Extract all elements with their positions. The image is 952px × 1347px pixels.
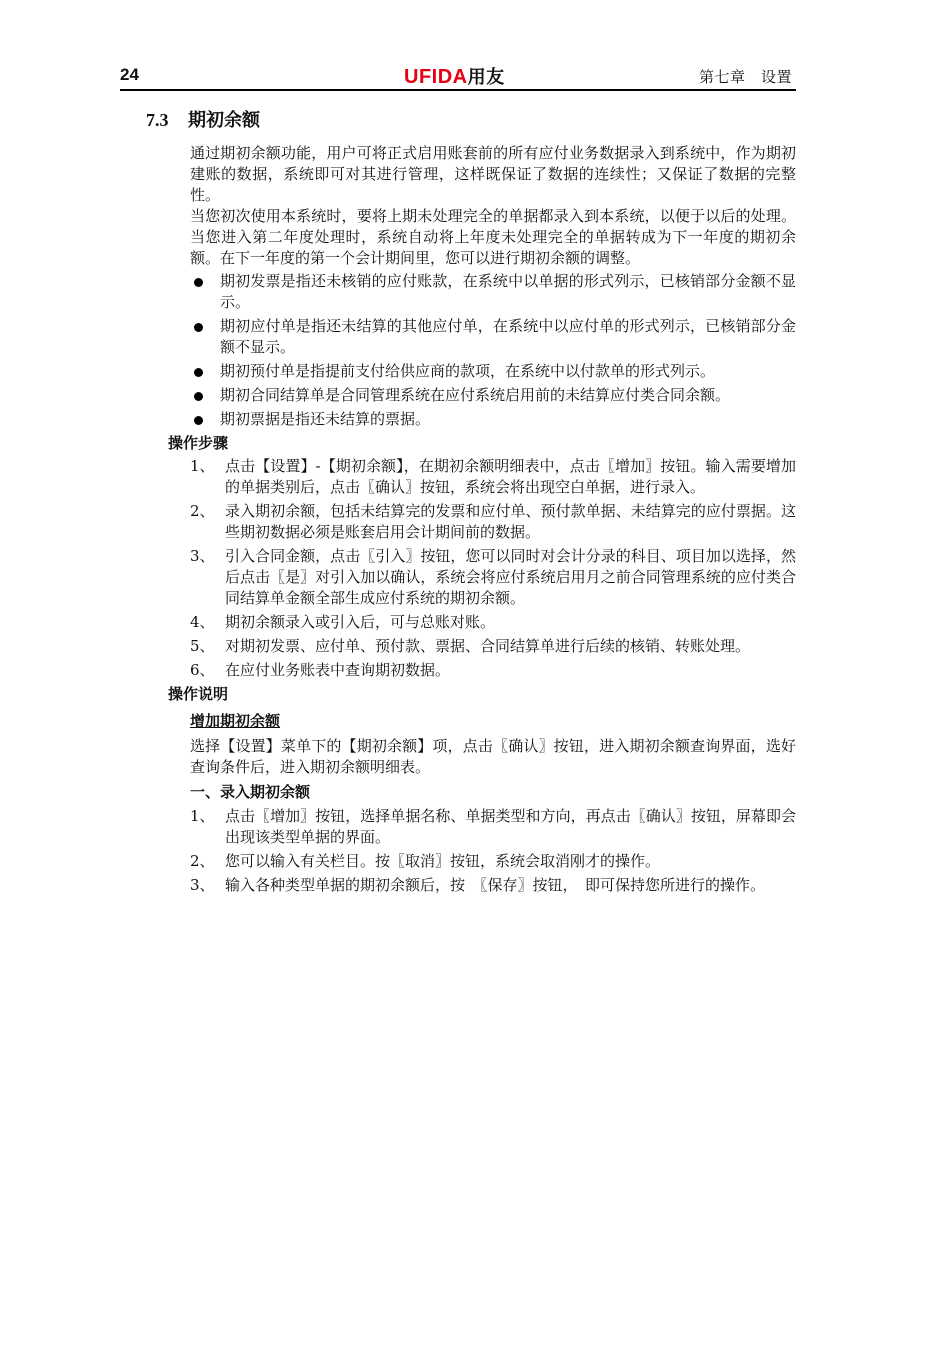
step-item: 5、 对期初发票、应付单、预付款、票据、合同结算单进行后续的核销、转账处理。 bbox=[190, 637, 751, 655]
bullet-item: 期初发票是指还未核销的应付账款，在系统中以单据的形式列示，已核销部分金额不显示。 bbox=[190, 271, 796, 313]
logo-cn: 用友 bbox=[467, 67, 505, 87]
bullet-dot-icon bbox=[194, 278, 203, 287]
step-item: 6、 在应付业务账表中查询期初数据。 bbox=[190, 661, 451, 679]
step-item: 3、 引入合同金额，点击〖引入〗按钮，您可以同时对会计分录的科目、项目加以选择，然后点击〖是〗对引入加以确认，系统会将应付系统启用月之前合同管理系统的应付类合同结算单金额全部生成应付系统的期初余额。 bbox=[190, 547, 796, 607]
page-header bbox=[120, 63, 796, 91]
bullet-item: 期初应付单是指还未结算的其他应付单，在系统中以应付单的形式列示，已核销部分金额不显示。 bbox=[190, 316, 796, 358]
section-number: 7.3 bbox=[146, 110, 169, 130]
bullet-dot-icon bbox=[194, 392, 203, 401]
bullet-dot-icon bbox=[194, 323, 203, 332]
notes-heading: 操作说明 bbox=[168, 686, 229, 703]
steps-heading: 操作步骤 bbox=[168, 435, 229, 452]
step-item: 2、 您可以输入有关栏目。按〖取消〗按钮，系统会取消刚才的操作。 bbox=[190, 852, 661, 870]
enter-balance-heading: 一、录入期初余额 bbox=[190, 784, 311, 801]
step-item: 3、 输入各种类型单据的期初余额后，按 〖保存〗按钮， 即可保持您所进行的操作。 bbox=[190, 876, 766, 894]
steps-list bbox=[146, 456, 796, 681]
bullet-dot-icon bbox=[194, 368, 203, 377]
bullet-list bbox=[146, 271, 796, 430]
intro-paragraph-1: 通过期初余额功能，用户可将正式启用账套前的所有应付业务数据录入到系统中，作为期初建账的数据，系统即可对其进行管理，这样既保证了数据的连续性；又保证了数据的完整性。 bbox=[190, 144, 796, 204]
intro-paragraph-2: 当您初次使用本系统时，要将上期未处理完全的单据都录入到本系统，以便于以后的处理。当您进入第二年度处理时，系统自动将上年度未处理完全的单据转成为下一年度的期初余额。在下一年度的第一个会计期间里，您可以进行期初余额的调整。 bbox=[190, 207, 796, 267]
step-item: 1、 点击【设置】-【期初余额】，在期初余额明细表中，点击〖增加〗按钮。输入需要增加的单据类别后，点击〖确认〗按钮，系统会将出现空白单据，进行录入。 bbox=[190, 457, 796, 496]
bullet-dot-icon bbox=[194, 416, 203, 425]
ufida-logo bbox=[404, 63, 505, 89]
chapter-title: 第七章 设置 bbox=[698, 68, 792, 86]
step-item: 1、 点击〖增加〗按钮，选择单据名称、单据类型和方向，再点击〖确认〗按钮，屏幕即会出现该类型单据的界面。 bbox=[190, 807, 796, 846]
bullet-item: 期初票据是指还未结算的票据。 bbox=[190, 409, 796, 430]
bullet-item: 期初合同结算单是合同管理系统在应付系统启用前的未结算应付类合同余额。 bbox=[190, 385, 796, 406]
logo-brand: UFIDA bbox=[404, 66, 468, 88]
page-number: 24 bbox=[120, 65, 139, 84]
section-heading bbox=[146, 110, 796, 131]
enter-steps-list bbox=[146, 806, 796, 896]
bullet-item: 期初预付单是指提前支付给供应商的款项，在系统中以付款单的形式列示。 bbox=[190, 361, 796, 382]
page-content bbox=[146, 110, 796, 899]
step-item: 4、 期初余额录入或引入后，可与总账对账。 bbox=[190, 613, 496, 631]
step-item: 2、 录入期初余额，包括未结算完的发票和应付单、预付款单据、未结算完的应付票据。这些期初数据必须是账套启用会计期间前的数据。 bbox=[190, 502, 796, 541]
add-balance-paragraph: 选择【设置】菜单下的【期初余额】项，点击〖确认〗按钮，进入期初余额查询界面，选好查询条件后，进入期初余额明细表。 bbox=[190, 737, 796, 776]
add-balance-heading: 增加期初余额 bbox=[190, 713, 281, 730]
section-title: 期初余额 bbox=[188, 110, 260, 130]
